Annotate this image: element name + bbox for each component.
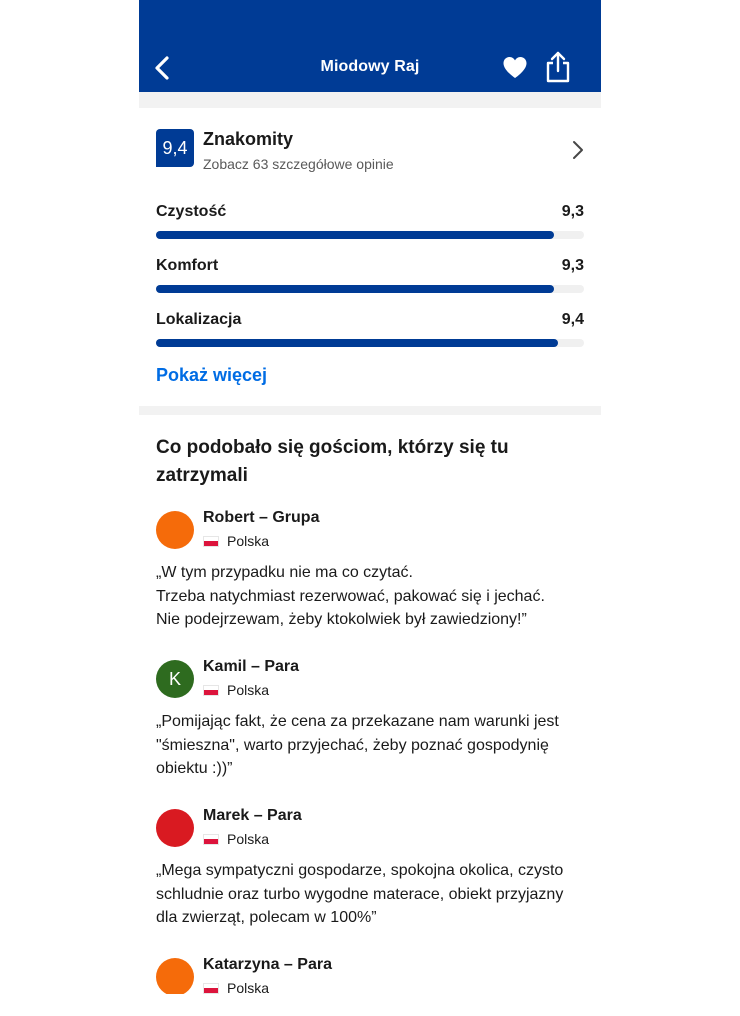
section-heading: Co podobało się gościom, którzy się tu zatrzymali xyxy=(156,437,509,486)
rating-name: Czystość xyxy=(156,203,227,220)
chevron-right-icon xyxy=(570,138,586,162)
rating-name: Komfort xyxy=(156,257,219,274)
reviews-count-link: Zobacz 63 szczegółowe opinie xyxy=(203,156,394,172)
rating-value: 9,3 xyxy=(561,203,584,220)
reviewer-name: Robert – Grupa xyxy=(203,509,320,526)
avatar xyxy=(156,958,194,994)
rating-bar-fill xyxy=(156,339,558,347)
rating-bar-fill xyxy=(156,285,554,293)
rating-value: 9,4 xyxy=(561,311,584,328)
heart-icon xyxy=(502,56,528,80)
rating-name: Lokalizacja xyxy=(156,311,242,328)
section-divider xyxy=(139,92,601,108)
reviewer-country xyxy=(203,533,269,549)
review-text: „Pomijając fakt, że cena za przekazane nam warunki jest "śmieszna", warto przyjechać, żeby poznać gospodynię obiektu :))” xyxy=(156,713,559,777)
review-text: „Mega sympatyczni gospodarze, spokojna okolica, czysto schludnie oraz turbo wygodne materace, obiekt przyjazny dla zwierząt, polecam w 100%” xyxy=(156,862,564,926)
reviewer-country xyxy=(203,980,269,994)
reviewer-name: Marek – Para xyxy=(203,807,302,824)
score-label: Znakomity xyxy=(203,129,294,149)
poland-flag-icon xyxy=(203,983,219,994)
rating-value: 9,3 xyxy=(561,257,584,274)
poland-flag-icon xyxy=(203,536,219,547)
section-divider xyxy=(139,406,601,415)
reviewer-country xyxy=(203,831,269,847)
score-badge: 9,4 xyxy=(156,129,194,167)
country-name: Polska xyxy=(227,831,270,847)
overall-score-link[interactable] xyxy=(156,126,586,174)
top-bar xyxy=(139,0,601,92)
review-text: „W tym przypadku nie ma co czytać. Trzeba natychmiast rezerwować, pakować się i jechać. Nie podejrzewam, żeby ktokolwiek był zawiedziony!” xyxy=(156,564,545,628)
poland-flag-icon xyxy=(203,834,219,845)
reviewer-name: Katarzyna – Para xyxy=(203,956,332,973)
rating-bar xyxy=(156,339,584,347)
share-icon xyxy=(545,51,571,83)
rating-bar xyxy=(156,231,584,239)
app-screen xyxy=(139,0,601,994)
avatar xyxy=(156,511,194,549)
poland-flag-icon xyxy=(203,685,219,696)
show-more-link[interactable]: Pokaż więcej xyxy=(156,365,268,385)
favorite-button[interactable] xyxy=(501,54,529,82)
rating-bar-fill xyxy=(156,231,554,239)
avatar xyxy=(156,809,194,847)
country-name: Polska xyxy=(227,682,270,698)
country-name: Polska xyxy=(227,533,270,549)
reviewer-country xyxy=(203,682,269,698)
page-title: Miodowy Raj xyxy=(320,58,420,75)
reviewer-name: Kamil – Para xyxy=(203,658,300,675)
country-name: Polska xyxy=(227,980,270,994)
avatar: K xyxy=(156,660,194,698)
rating-bar xyxy=(156,285,584,293)
share-button[interactable] xyxy=(543,50,573,84)
